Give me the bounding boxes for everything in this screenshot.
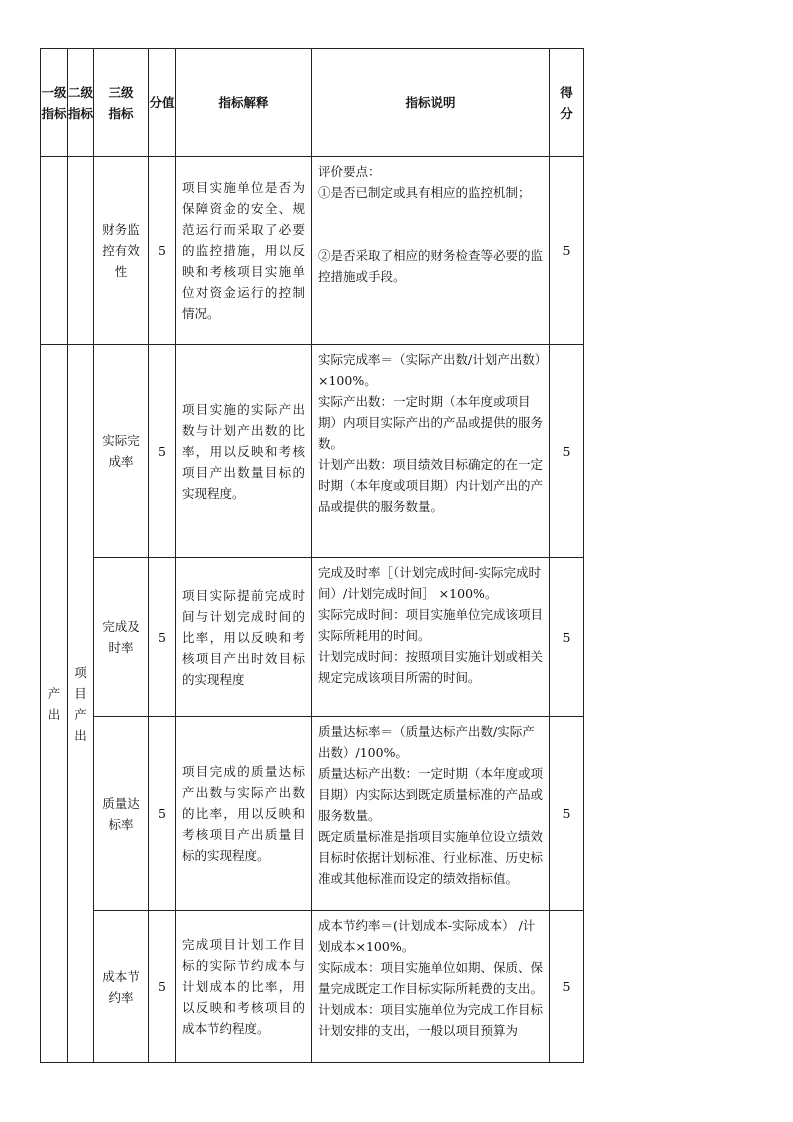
indicator-value: 5 xyxy=(149,157,176,345)
desc-line: ①是否已制定或具有相应的监控机制； xyxy=(318,185,531,200)
indicator-description xyxy=(312,717,550,911)
table-row xyxy=(41,911,584,1063)
level1-output: 产出 xyxy=(41,345,68,1063)
level2-project-output: 项目产出 xyxy=(68,345,94,1063)
desc-line: 完成及时率［（计划完成时间-实际完成时间）/计划完成时间］ ×100%。 xyxy=(318,565,541,601)
indicator-description xyxy=(312,911,550,1063)
table-row xyxy=(41,558,584,717)
indicator-score: 5 xyxy=(550,558,584,717)
indicator-name: 完成及时率 xyxy=(94,558,149,717)
desc-line: 既定质量标准是指项目实施单位设立绩效目标时依据计划标准、行业标准、历史标准或其他标准而设定的绩效指标值。 xyxy=(318,829,544,886)
table-row xyxy=(41,345,584,558)
indicator-name: 实际完成率 xyxy=(94,345,149,558)
indicator-name: 质量达标率 xyxy=(94,717,149,911)
performance-indicator-table xyxy=(40,48,584,1063)
indicator-score: 5 xyxy=(550,717,584,911)
level2-cell-empty xyxy=(68,157,94,345)
indicator-explanation: 项目实际提前完成时间与计划完成时间的比率，用以反映和考核项目产出时效目标的实现程度 xyxy=(176,558,312,717)
indicator-score: 5 xyxy=(550,911,584,1063)
indicator-description xyxy=(312,157,550,345)
header-score-value: 分值 xyxy=(149,49,176,157)
indicator-name: 财务监控有效性 xyxy=(94,157,149,345)
indicator-explanation: 项目实施的实际产出数与计划产出数的比率，用以反映和考核项目产出数量目标的实现程度。 xyxy=(176,345,312,558)
indicator-value: 5 xyxy=(149,345,176,558)
header-level2: 二级指标 xyxy=(68,49,94,157)
indicator-score: 5 xyxy=(550,345,584,558)
header-description: 指标说明 xyxy=(312,49,550,157)
indicator-description xyxy=(312,345,550,558)
desc-line: 质量达标率＝（质量达标产出数/实际产出数）/100%。 xyxy=(318,724,535,760)
desc-line: 实际成本：项目实施单位如期、保质、保量完成既定工作目标实际所耗费的支出。 xyxy=(318,960,544,996)
desc-line: 实际完成时间：项目实施单位完成该项目实际所耗用的时间。 xyxy=(318,607,544,643)
header-level1: 一级指标 xyxy=(41,49,68,157)
indicator-value: 5 xyxy=(149,558,176,717)
indicator-value: 5 xyxy=(149,717,176,911)
header-explanation: 指标解释 xyxy=(176,49,312,157)
indicator-explanation: 项目实施单位是否为保障资金的安全、规范运行而采取了必要的监控措施，用以反映和考核项目实施单位对资金运行的控制情况。 xyxy=(176,157,312,345)
table-row xyxy=(41,717,584,911)
level1-cell-empty xyxy=(41,157,68,345)
indicator-value: 5 xyxy=(149,911,176,1063)
desc-line: 评价要点： xyxy=(318,164,381,179)
indicator-explanation: 项目完成的质量达标产出数与实际产出数的比率，用以反映和考核项目产出质量目标的实现程度。 xyxy=(176,717,312,911)
desc-line: 计划产出数：项目绩效目标确定的在一定时期（本年度或项目期）内计划产出的产品或提供的服务数量。 xyxy=(318,457,544,514)
table-row xyxy=(41,157,584,345)
desc-line: 计划成本：项目实施单位为完成工作目标计划安排的支出，一般以项目预算为 xyxy=(318,1002,544,1038)
desc-line: 计划完成时间：按照项目实施计划或相关规定完成该项目所需的时间。 xyxy=(318,649,544,685)
indicator-explanation: 完成项目计划工作目标的实际节约成本与计划成本的比率，用以反映和考核项目的成本节约程度。 xyxy=(176,911,312,1063)
header-level3: 三级指标 xyxy=(94,49,149,157)
desc-line: 质量达标产出数：一定时期（本年度或项目期）内实际达到既定质量标准的产品或服务数量。 xyxy=(318,766,544,823)
indicator-name: 成本节约率 xyxy=(94,911,149,1063)
desc-line: 成本节约率＝(计划成本-实际成本） /计划成本×100%。 xyxy=(318,918,536,954)
header-score: 得分 xyxy=(550,49,584,157)
header-row xyxy=(41,49,584,157)
desc-line: 实际完成率＝（实际产出数/计划产出数）×100%。 xyxy=(318,352,541,388)
desc-line: ②是否采取了相应的财务检查等必要的监控措施或手段。 xyxy=(318,248,544,284)
indicator-description xyxy=(312,558,550,717)
desc-line: 实际产出数：一定时期（本年度或项目期）内项目实际产出的产品或提供的服务数。 xyxy=(318,394,544,451)
indicator-score: 5 xyxy=(550,157,584,345)
